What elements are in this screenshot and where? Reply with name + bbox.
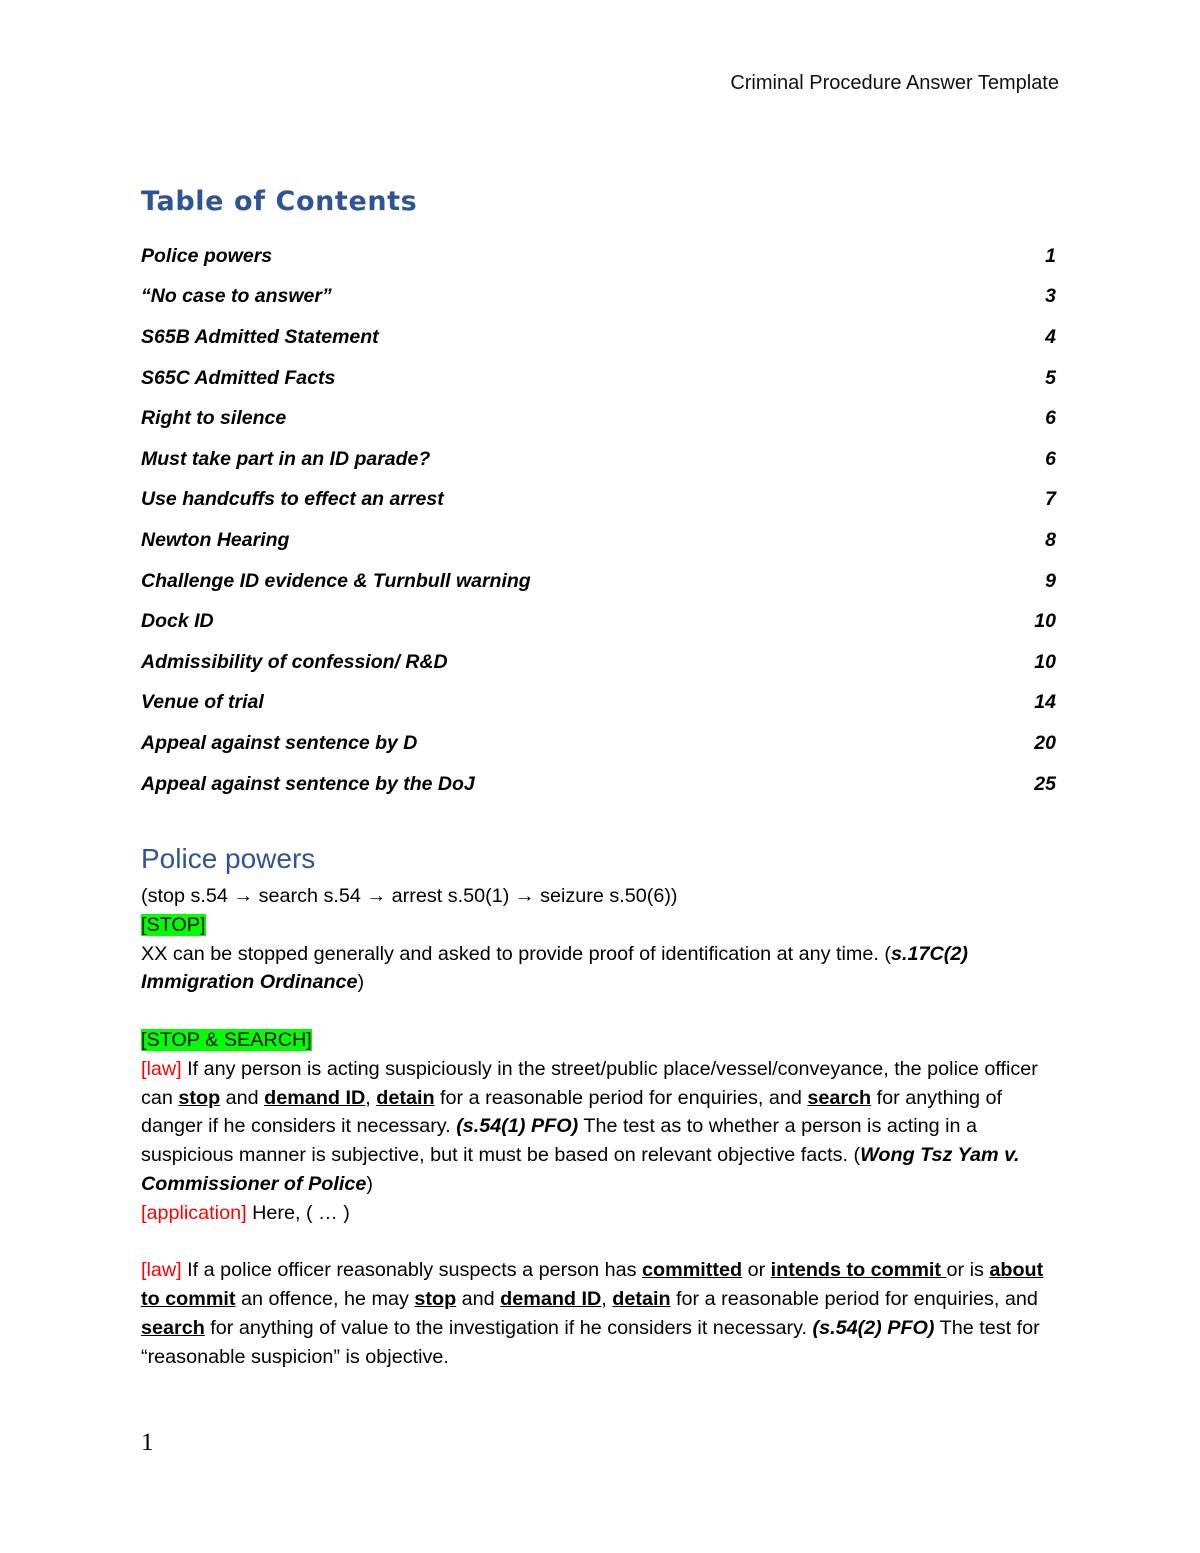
law-paragraph-1: [law] If any person is acting suspiciously in the street/public place/vessel/conveyance, the police officer can stop and demand ID, detain for a reasonable period for enquiries, and search for anything of danger if he considers it necessary. (s.54(1) PFO) The test as to whether a person is acting in a suspicious manner is subjective, but it must be based on relevant objective facts. (Wong Tsz Yam v. Commissioner of Police) [141,1057,1038,1195]
toc-entry-label: Admissibility of confession/ R&D [141,650,448,673]
toc-entry[interactable] [141,358,1056,399]
toc-entry[interactable] [141,723,1056,764]
toc-entry-page: 6 [1045,407,1056,430]
law-tag: [law] [141,1057,182,1080]
toc-entry[interactable] [141,683,1056,724]
toc-entry[interactable] [141,480,1056,521]
toc-entry-label: Dock ID [141,610,214,633]
stop-paragraph: XX can be stopped generally and asked to provide proof of identification at any time. (s.17C(2) Immigration Ordinance) [141,942,968,994]
toc-entry-page: 20 [1034,731,1056,754]
toc-entry-label: Venue of trial [141,691,264,714]
toc-entry-label: Challenge ID evidence & Turnbull warning [141,569,531,592]
toc-entry-label: S65B Admitted Statement [141,325,379,348]
stop-search-tag: [STOP & SEARCH] [141,1028,312,1051]
toc-entry[interactable] [141,642,1056,683]
toc-entry-page: 25 [1034,772,1056,795]
toc-entry-page: 3 [1045,285,1056,308]
procedure-flow: (stop s.54 → search s.54 → arrest s.50(1) → seizure s.50(6)) [141,885,678,907]
toc-entry-label: Newton Hearing [141,528,290,551]
toc-entry-page: 1 [1045,244,1056,267]
toc-entry-page: 5 [1045,366,1056,389]
right-arrow-icon: → [366,885,387,907]
toc-entry-page: 10 [1034,610,1056,633]
toc-entry-page: 7 [1045,488,1056,511]
toc-entry-page: 4 [1045,325,1056,348]
application-tag: [application] [141,1201,247,1224]
toc-entry-label: Appeal against sentence by the DoJ [141,772,475,795]
toc-entry-page: 9 [1045,569,1056,592]
toc-entry-label: Must take part in an ID parade? [141,447,431,470]
toc-entry[interactable] [141,236,1056,277]
right-arrow-icon: → [233,885,254,907]
toc-entry-label: “No case to answer” [141,285,332,308]
toc-entry-label: Use handcuffs to effect an arrest [141,488,444,511]
stop-tag: [STOP] [141,913,206,936]
toc-entry[interactable] [141,764,1056,805]
toc-entry[interactable] [141,520,1056,561]
toc-entry[interactable] [141,398,1056,439]
toc-entry[interactable] [141,317,1056,358]
section-heading: Police powers [141,843,316,874]
toc-entry-page: 10 [1034,650,1056,673]
toc-title: Table of Contents [141,186,418,217]
law-tag: [law] [141,1259,182,1282]
citation: s.17C(2) Immigration Ordinance [141,942,968,994]
toc-entry-page: 6 [1045,447,1056,470]
citation: Wong Tsz Yam v. Commissioner of Police [141,1144,1020,1195]
table-of-contents [141,236,1056,804]
section-body [141,882,1061,1372]
running-header: Criminal Procedure Answer Template [730,72,1059,94]
toc-entry[interactable] [141,277,1056,318]
toc-entry-label: Right to silence [141,407,287,430]
toc-entry[interactable] [141,561,1056,602]
page-number: 1 [141,1429,154,1456]
application-paragraph: [application] Here, ( … ) [141,1201,350,1224]
toc-entry-page: 14 [1034,691,1056,714]
citation: (s.54(2) PFO) [812,1316,935,1339]
toc-entry-label: Police powers [141,244,273,267]
right-arrow-icon: → [514,885,535,907]
toc-entry[interactable] [141,439,1056,480]
toc-entry-label: Appeal against sentence by D [141,731,418,754]
law-paragraph-2: [law] If a police officer reasonably suspects a person has committed or intends to commit or is about to commit an offence, he may stop and demand ID, detain for a reasonable period for enquiries, and search for anything of value to the investigation if he considers it necessary. (s.54(2) PFO) The test for “reasonable suspicion” is objective. [141,1259,1044,1368]
toc-entry[interactable] [141,601,1056,642]
toc-entry-page: 8 [1045,528,1056,551]
toc-entry-label: S65C Admitted Facts [141,366,336,389]
citation: (s.54(1) PFO) [456,1115,579,1138]
